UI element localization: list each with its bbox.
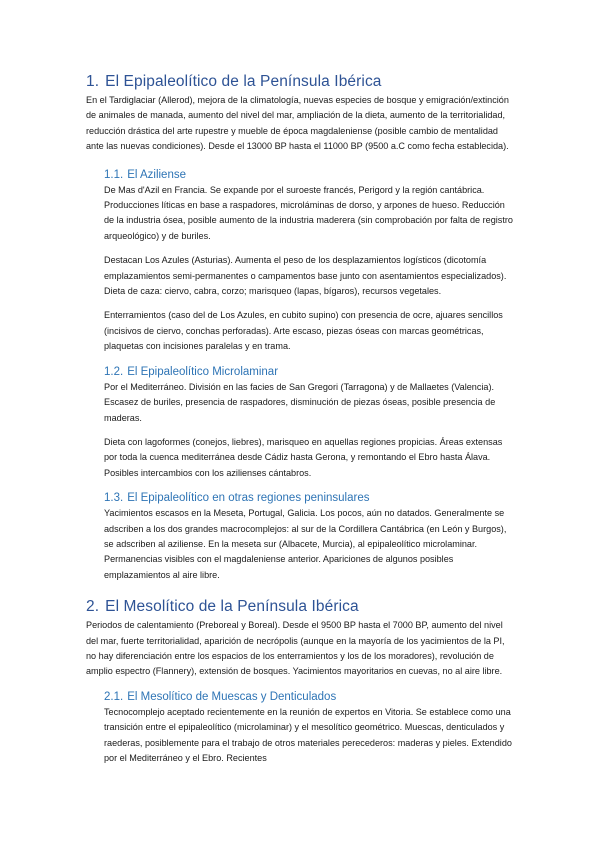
subsection-title: El Epipaleolítico en otras regiones peninsulares <box>127 492 370 505</box>
subsection-title: El Mesolítico de Muescas y Denticulados <box>127 690 337 703</box>
paragraph: Enterramientos (caso del de Los Azules, en cubito supino) con presencia de ocre, ajuares sencillos (incisivos de ciervo, conchas perforadas). Arte escaso, piezas óseas con marcas geométricas, plaquetas con incisiones paralelas y en trama. <box>104 310 503 352</box>
document-body <box>86 70 516 766</box>
subsection-heading <box>104 364 516 380</box>
subsection-number: 1.3. <box>104 492 124 505</box>
subsection-number: 2.1. <box>104 690 124 703</box>
paragraph: Por el Mediterráneo. División en las facies de San Gregori (Tarragona) y de Mallaetes (Valencia). Escasez de buriles, presencia de raspadores, disminución de piezas óseas, posible presencia de maderas. <box>104 381 496 423</box>
subsection-title: El Epipaleolítico Microlaminar <box>127 365 279 378</box>
subsection <box>86 490 516 583</box>
section-number: 1. <box>86 73 100 90</box>
paragraph: Destacan Los Azules (Asturias). Aumenta el peso de los desplazamientos logísticos (dicotomía emplazamientos semi-permanentes o campamentos base junto con asentamientos especializados). Dieta de caza: ciervo, cabra, corzo; marisqueo (lapas, bígaros), recursos vegetales. <box>104 255 507 297</box>
subsection-number: 1.1. <box>104 168 124 181</box>
section-title: El Mesolítico de la Península Ibérica <box>105 598 359 616</box>
section-title: El Epipaleolítico de la Península Ibérica <box>105 73 382 90</box>
section-heading <box>86 72 516 92</box>
paragraph: Yacimientos escasos en la Meseta, Portugal, Galicia. Los pocos, aún no datados. Generalmente se adscriben a los dos grandes macrocomplejos: al sur de la Cordillera Cantábrica (en León y Burgos), se adscriben al aziliense. En la meseta sur (Albacete, Murcia), al epipaleolítico microlaminar. Permanencias visibles con el magdaleniense anterior. Apariciones de algunos posibles emplazamientos al aire libre. <box>104 508 507 580</box>
section-intro: Periodos de calentamiento (Preboreal y Boreal). Desde el 9500 BP hasta el 7000 BP, aumento del nivel del mar, fuerte territorialidad, aparición de necrópolis (aunque en la mayoría de los yacimientos de la PI, no hay diferenciación entre los espacios de los enterramientos y los de los moradores), revolución de amplio espectro (Flannery), extensión de bosques. Yacimientos mayoritarios en cuevas, no al aire libre. <box>86 620 505 677</box>
subsection <box>86 689 516 767</box>
subsection-title: El Aziliense <box>127 168 186 181</box>
section-intro: En el Tardiglaciar (Allerod), mejora de la climatología, nuevas especies de bosque y emigración/extinción de animales de manada, aumento del nivel del mar, ampliación de la dieta, aumento de la territorialidad, reducción drástica del arte rupestre y mueble de época magdaleniense (posible cambio de mentalidad ante las nuevas condiciones). Desde el 13000 BP hasta el 11000 BP (9500 a.C como fecha establecida). <box>86 95 509 152</box>
subsection-heading <box>104 689 516 705</box>
subsection <box>86 364 516 481</box>
paragraph: Dieta con lagoformes (conejos, liebres), marisqueo en aquellas regiones propicias. Áreas extensas por toda la cuenca mediterránea desde Cádiz hasta Gerona, y remontando el Ebro hasta Álava. Posibles intercambios con los azilienses cántabros. <box>104 436 503 478</box>
paragraph: De Mas d'Azil en Francia. Se expande por el suroeste francés, Perigord y la región cantábrica. Producciones líticas en base a raspadores, microláminas de dorso, y arpones de hueso. Reducción de la industria ósea, posible aumento de la industria maderera (sin comprobación por falta de registro arqueológico) y de buriles. <box>104 184 513 241</box>
section-heading <box>86 597 516 617</box>
paragraph: Tecnocomplejo aceptado recientemente en la reunión de expertos en Vitoria. Se establece como una transición entre el epipaleolítico (microlaminar) y el mesolítico geométrico. Muescas, denticulados y raederas, posiblemente para el trabajo de otros materiales perecederos: maderas y pieles. Extendido por el Mediterráneo y el Ebro. Recientes <box>104 706 512 763</box>
subsection-heading <box>104 167 516 183</box>
section-number: 2. <box>86 598 100 616</box>
subsection-number: 1.2. <box>104 365 124 378</box>
subsection <box>86 167 516 355</box>
subsection-heading <box>104 490 516 506</box>
